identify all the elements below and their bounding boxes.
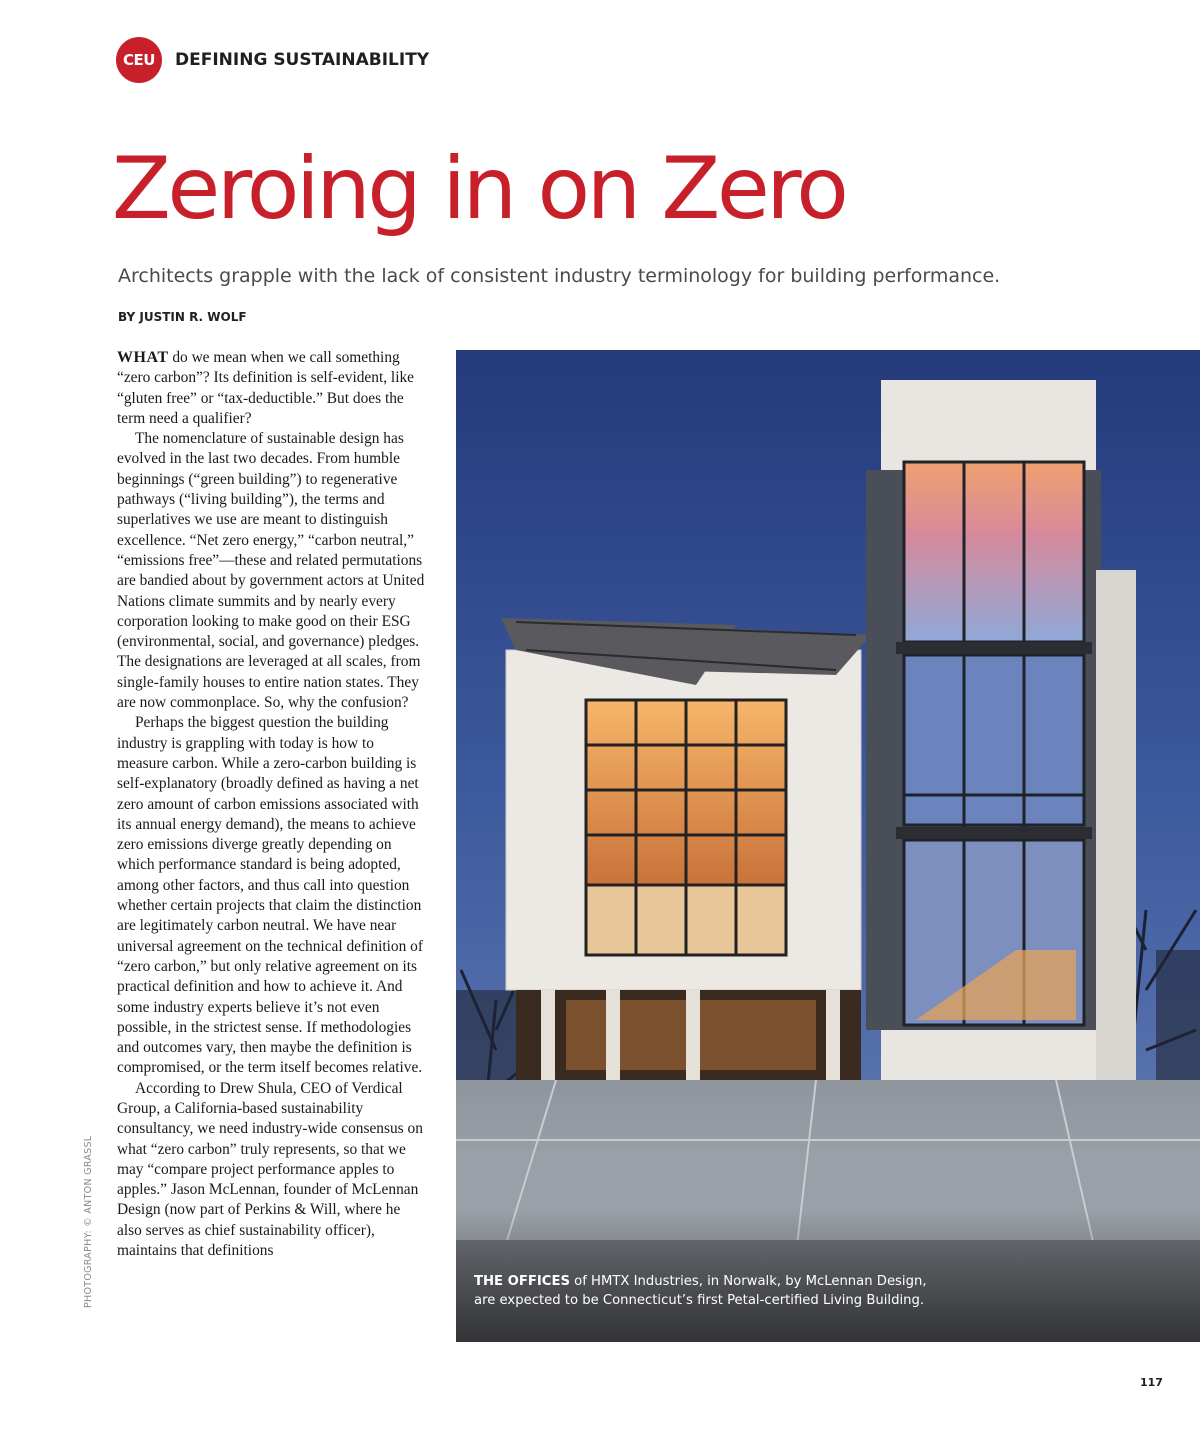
caption-lead: THE OFFICES xyxy=(474,1274,570,1289)
photo-caption xyxy=(474,1272,944,1310)
body-paragraph-1 xyxy=(117,348,427,429)
page-number: 117 xyxy=(1140,1376,1163,1389)
building-photo xyxy=(456,350,1200,1342)
byline: BY JUSTIN R. WOLF xyxy=(118,310,247,324)
ceu-badge: CEU xyxy=(116,37,162,83)
lead-word: WHAT xyxy=(117,349,169,366)
photo-credit: PHOTOGRAPHY: © ANTON GRASSL xyxy=(83,1135,94,1308)
building-photo-illustration xyxy=(456,350,1200,1342)
body-paragraph-1-text: do we mean when we call something “zero carbon”? Its definition is self-evident, like “gluten free” or “tax-deductible.” But does the term need a qualifier? xyxy=(117,349,415,427)
body-paragraph-4: According to Drew Shula, CEO of Verdical Group, a California-based sustainability consultancy, we need industry-wide consensus on what “zero carbon” truly represents, so that we may “compare project performance apples to apples.” Jason McLennan, founder of McLennan Design (now part of Perkins & Will, where he also serves as chief sustainability officer), maintains that definitions xyxy=(117,1079,423,1260)
body-column xyxy=(117,348,427,1261)
article-title: Zeroing in on Zero xyxy=(112,139,846,239)
body-paragraph-3: Perhaps the biggest question the building industry is grappling with today is how to measure carbon. While a zero-carbon building is self-explanatory (broadly defined as having a net zero amount of carbon emissions associated with its annual energy demand), the means to achieve zero emissions diverge greatly depending on which performance standard is being adopted, among other factors, and thus call into question whether certain projects that claim the distinction are legitimately carbon neutral. We have near universal agreement on the technical definition of “zero carbon,” but only relative agreement on its practical definition and how to achieve it. And some industry experts believe it’s not even possible, in the strictest sense. If methodologies and outcomes vary, then maybe the definition is compromised, or the term itself becomes relative. xyxy=(117,714,423,1077)
body-paragraph-2: The nomenclature of sustainable design has evolved in the last two decades. From humble beginnings (“green building”) to regenerative pathways (“living building”), the terms and superlatives we use are meant to distinguish excellence. “Net zero energy,” “carbon neutral,” “emissions free”—these and related permutations are bandied about by government actors at United Nations climate summits and by nearly every corporation looking to make good on their ESG (environmental, social, and governance) pledges. The designations are leveraged at all scales, from single-family houses to entire nation states. They are now commonplace. So, why the confusion? xyxy=(117,430,425,712)
caption-text: of HMTX Industries, in Norwalk, by McLennan Design, are expected to be Connecticut’s first Petal-certified Living Building. xyxy=(474,1274,927,1308)
section-label: DEFINING SUSTAINABILITY xyxy=(175,50,430,70)
article-dek: Architects grapple with the lack of consistent industry terminology for building performance. xyxy=(118,265,1001,287)
